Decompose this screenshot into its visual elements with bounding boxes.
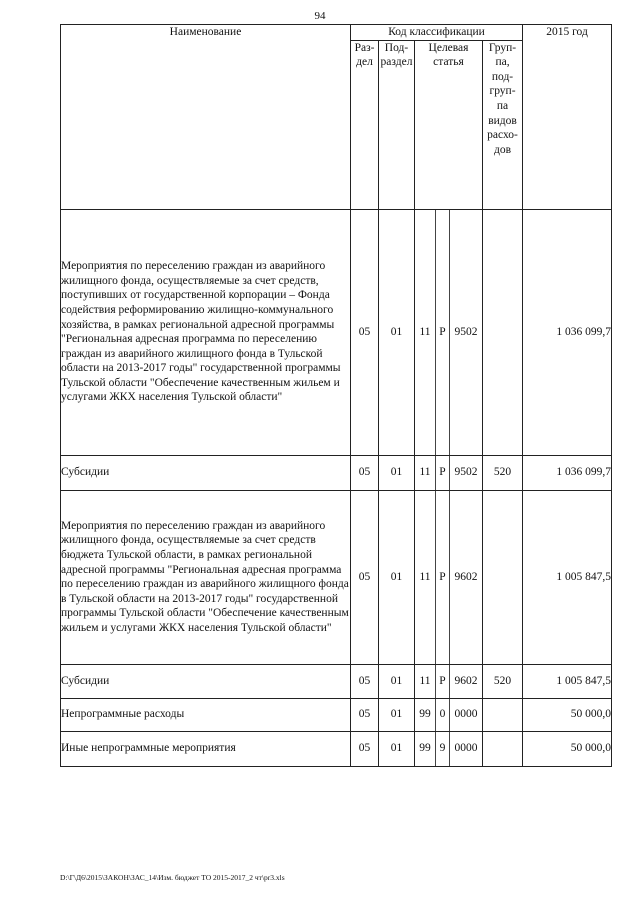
row-target-subprogram: Р [436,455,450,490]
row-subsection: 01 [379,455,415,490]
table-row [61,455,612,490]
row-subsection: 01 [379,731,415,766]
row-target-subprogram: 9 [436,731,450,766]
row-amount: 50 000,0 [523,731,612,766]
header-expense-group-line: видов [488,114,517,127]
page-number: 94 [314,10,326,22]
row-section: 05 [351,664,379,698]
row-amount: 1 005 847,5 [523,490,612,664]
header-subsection-line2: раздел [380,56,413,69]
header-expense-group-line: груп- [489,85,516,98]
header-classification: Код классификации [351,25,523,41]
table-row [61,664,612,698]
file-path-footer: D:\Г\Д6\2015\ЗАКОН\ЗАС_14\Изм. бюджет ТО 2015-2017_2 чт\pr3.xls [60,873,285,882]
table-row [61,490,612,664]
row-subsection: 01 [379,209,415,455]
header-expense-group-line: па [496,99,509,112]
row-target-program: 99 [415,698,436,731]
row-expense-group [483,209,523,455]
header-target-article-line2: статья [433,56,464,69]
header-target-article-line1: Целевая [428,41,469,54]
row-target-subprogram: Р [436,490,450,664]
row-expense-group [483,731,523,766]
row-subsection: 01 [379,490,415,664]
row-section: 05 [351,698,379,731]
row-target-program: 11 [415,490,436,664]
row-target-code: 9502 [450,209,483,455]
row-subsection: 01 [379,664,415,698]
table-row [61,209,612,455]
header-expense-group [483,40,523,209]
table-row [61,698,612,731]
row-section: 05 [351,731,379,766]
row-subsection: 01 [379,698,415,731]
row-expense-group [483,698,523,731]
row-name: Мероприятия по переселению граждан из аварийного жилищного фонда, осуществляемые за счет средств бюджета Тульской области, в рамках региональной адресной программы "Региональная адресная программа по переселению граждан из аварийного жилищного фонда в Тульской области на 2013-2017 годы" государственной программы Тульской области "Обеспечение качественным жильем и услугами ЖКХ населения Тульской области" [61,490,351,664]
row-name: Субсидии [61,664,351,698]
header-expense-group-line: расхо- [487,129,518,142]
row-expense-group: 520 [483,664,523,698]
row-name: Иные непрограммные мероприятия [61,731,351,766]
row-section: 05 [351,490,379,664]
row-name: Субсидии [61,455,351,490]
header-subsection [379,40,415,209]
header-year: 2015 год [523,25,612,210]
header-name: Наименование [61,25,351,210]
table-row [61,731,612,766]
row-target-code: 9602 [450,664,483,698]
header-expense-group-line: па, [495,56,510,69]
row-target-program: 99 [415,731,436,766]
header-section [351,40,379,209]
header-expense-group-line: дов [494,143,512,156]
row-amount: 1 036 099,7 [523,455,612,490]
row-target-program: 11 [415,455,436,490]
row-section: 05 [351,209,379,455]
row-expense-group: 520 [483,455,523,490]
row-target-program: 11 [415,209,436,455]
row-amount: 50 000,0 [523,698,612,731]
row-amount: 1 005 847,5 [523,664,612,698]
header-section-line1: Раз- [354,41,375,54]
row-target-subprogram: 0 [436,698,450,731]
header-subsection-line1: Под- [384,41,409,54]
row-name: Мероприятия по переселению граждан из аварийного жилищного фонда, осуществляемые за счет средств, поступивших от государственной корпорации – Фонда содействия реформированию жилищно-коммунального хозяйства, в рамках региональной адресной программы "Региональная адресная программа по переселению граждан из аварийного жилищного фонда в Тульской области на 2013-2017 годы" государственной программы Тульской области "Обеспечение качественным жильем и услугами ЖКХ населения Тульской области" [61,209,351,455]
header-target-article [415,40,483,209]
row-target-code: 0000 [450,731,483,766]
header-row-top [61,25,612,41]
row-expense-group [483,490,523,664]
row-name: Непрограммные расходы [61,698,351,731]
row-section: 05 [351,455,379,490]
row-target-program: 11 [415,664,436,698]
budget-table [60,24,612,767]
header-expense-group-line: под- [491,70,514,83]
row-target-code: 9602 [450,490,483,664]
row-target-code: 9502 [450,455,483,490]
row-target-subprogram: Р [436,209,450,455]
header-section-line2: дел [356,56,373,69]
row-target-code: 0000 [450,698,483,731]
row-target-subprogram: Р [436,664,450,698]
header-expense-group-line: Груп- [488,41,517,54]
row-amount: 1 036 099,7 [523,209,612,455]
